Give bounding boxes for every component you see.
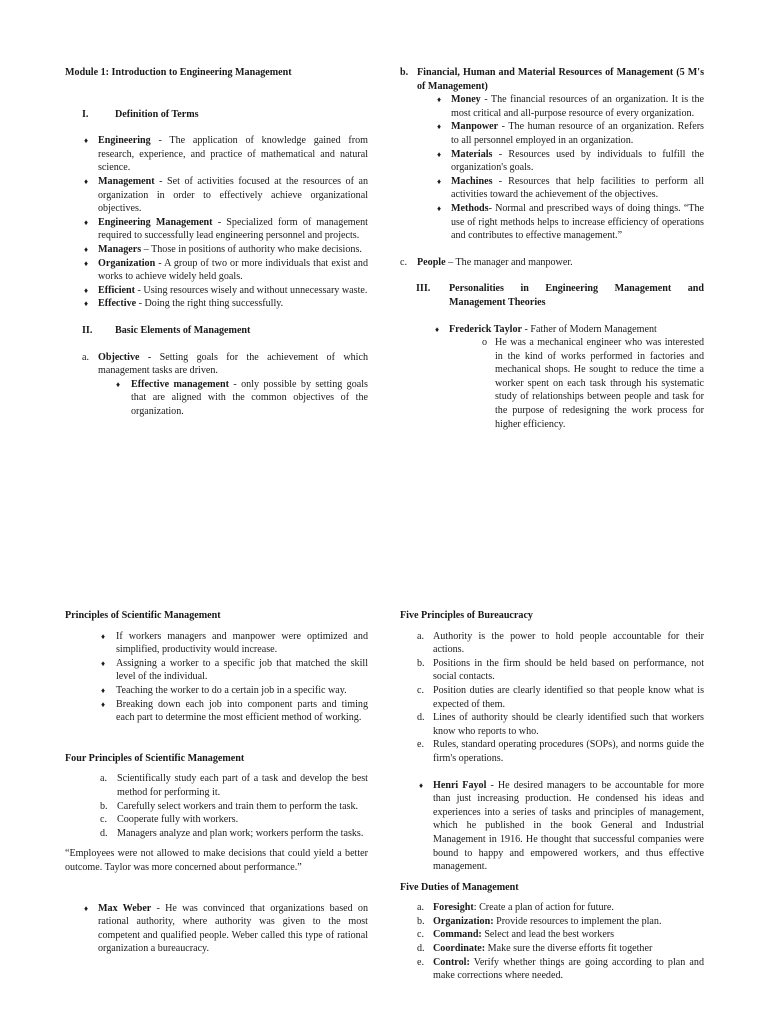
item-text: Scientifically study each part of a task and develop the best method for performing it. [117,773,368,798]
section-number: II. [82,324,93,336]
list-marker: d. [417,712,425,724]
term: Frederick Taylor [449,323,522,335]
term: Organization [98,257,156,269]
item-text: Verify whether things are going according to plan and make corrections where needed. [433,956,704,982]
column-bottom-left [65,609,368,956]
term: Objective [98,351,140,363]
resources-list [400,66,704,93]
item-text: Select and lead the best workers [481,929,615,941]
list-item [65,216,368,243]
principles-title: Principles of Scientific Management [65,610,221,621]
module-title: Module 1: Introduction to Engineering Management [65,67,292,78]
list-marker: e. [417,739,425,751]
list-marker: d. [417,943,425,955]
item-text: Provide resources to implement the plan. [493,915,662,927]
elements-list [65,351,368,378]
list-marker: e. [417,956,425,968]
fayol-list [400,779,704,874]
term: People [417,256,446,268]
column-top-right [400,66,704,431]
term: Machines [451,175,493,187]
term-text: - Set of activities focused at the resources of an organization in order to effectively achieve organizational objectives. [98,175,368,215]
section-heading [65,108,368,122]
list-item [418,93,704,120]
list-item [65,257,368,284]
section-title: Basic Elements of Management [115,324,251,336]
term: Max Weber [98,902,152,914]
list-item [400,66,704,93]
list-marker: b. [417,915,425,927]
list-item [400,657,704,684]
column-bottom-right [400,609,704,983]
item-text: Rules, standard operating procedures (SOPs), and norms guide the firm's operations. [433,739,704,764]
item-text: Carefully select workers and train them to perform the task. [117,800,359,812]
list-item [80,378,368,419]
list-item [400,684,704,711]
resources-title: Financial, Human and Material Resources of Management (5 M's of Management) [417,67,704,92]
list-item [65,351,368,378]
term: Management [98,175,155,187]
term-text: - Father of Modern Management [522,323,657,335]
list-item [65,800,368,814]
list-item: ♦ Assigning a worker to a specific job that matched the skill level of the individual. [65,657,368,684]
list-item [65,813,368,827]
term-text: – The manager and manpower. [445,256,573,268]
list-item [418,202,704,243]
list-item [65,902,368,956]
term-text: - Using resources wisely and without unnecessary waste. [135,284,368,296]
five-m-list [418,93,704,243]
term-text: - The application of knowledge gained from research, experience, and practice of mathematical and natural science. [98,135,368,174]
list-marker: c. [400,256,408,268]
item-text: Position duties are clearly identified so that people know what is expected of them. [433,684,704,710]
section-heading [65,324,368,338]
list-marker: a. [100,773,108,785]
sub-list [65,378,368,419]
term-text: - A group of two or more individuals that exist and works to achieve widely held goals. [98,257,368,283]
term-text: - He desired managers to be accountable for more than just increasing production. He condensed his ideas and experiences into a series of tasks and principles of management, which he published in the book General and Industrial Management in 1916. He thought that successful companies were bound to happy and empowered workers, and thus effective management. [433,779,704,873]
taylor-detail-list [396,336,704,431]
term: Managers [98,243,142,255]
list-marker: c. [417,684,425,696]
term: Engineering [98,135,151,147]
term-text: - The human resource of an organization. Refers to all personnel employed in an organization. [451,121,704,146]
list-item: ♦ Breaking down each job into component parts and timing each part to determine the most efficient method of working. [65,698,368,725]
section-heading [399,282,704,309]
term-text: - Doing the right thing successfully. [136,298,284,310]
item-text: Authority is the power to hold people accountable for their actions. [433,630,704,656]
list-marker: c. [100,814,108,826]
bureaucracy-list [400,630,704,766]
list-item [65,243,368,257]
section-number: I. [82,108,89,120]
list-marker: a. [82,351,90,363]
list-item [400,630,704,657]
term: Command: [433,929,482,941]
list-item [400,942,704,956]
term-text: - Resources used by individuals to fulfill the organization's goals. [451,148,704,174]
list-item [65,827,368,841]
term-text: – Those in positions of authority who make decisions. [141,243,362,255]
list-item: o He was a mechanical engineer who was interested in the kind of works performed in factories and mechanical shops. He sought to reduce the time a worker spent on each task through his systematic study of relationships between people and task for the purpose of redesigning the work process for higher efficiency. [396,336,704,431]
term-text: - Resources that help facilities to perform all activities toward the achievement of the objectives. [451,175,704,201]
list-item [418,175,704,202]
section-title: Personalities in Engineering Management and Management Theories [449,283,704,308]
column-top-left [65,66,368,418]
principles-list [65,630,368,725]
list-item [65,772,368,799]
list-item: ♦ If workers managers and manpower were optimized and simplified, productivity would increase. [65,630,368,657]
item-text: : Create a plan of action for future. [473,902,614,914]
term: Control: [433,956,470,968]
list-item [65,284,368,298]
list-item [400,901,704,915]
list-marker: b. [400,67,409,78]
term: Organization: [433,915,494,927]
list-item [418,120,704,147]
item-text: Make sure the diverse efforts fit together [485,943,653,955]
list-item [400,915,704,929]
term: Efficient [98,284,135,296]
term-text: - Setting goals for the achievement of which management tasks are driven. [98,351,368,377]
list-item [400,711,704,738]
list-item [416,323,704,337]
four-principles-list [65,772,368,840]
duties-title: Five Duties of Management [400,881,519,893]
item-text: Managers analyze and plan work; workers perform the tasks. [117,827,364,839]
term: Effective [98,298,137,310]
quote-text: “Employees were not allowed to make decisions that could yield a better outcome. Taylor was more concerned about performance.” [65,848,368,873]
duties-list [400,901,704,983]
list-item [400,779,704,874]
section-title: Definition of Terms [115,108,199,120]
personalities-list [416,323,704,337]
weber-list [65,902,368,956]
list-item [65,297,368,311]
term: Effective management [131,378,229,390]
list-marker: b. [100,800,108,812]
term-text: - He was convinced that organizations based on rational authority, where authority was given to the most competent and qualified people. Weber called this type of rational organization a bureaucracy. [98,902,368,955]
item-text: Lines of authority should be clearly identified such that workers know who reports to who. [433,712,704,737]
list-item [400,928,704,942]
list-item [400,956,704,983]
people-list [400,256,704,270]
four-principles-title: Four Principles of Scientific Management [65,752,245,764]
list-item [65,175,368,216]
list-marker: a. [417,902,425,914]
term-text: - Specialized form of management required to successfully lead engineering personnel and projects. [98,216,368,242]
list-item [65,134,368,175]
term: Foresight [433,902,474,914]
list-item [400,256,704,270]
term: Methods [451,202,489,214]
term: Engineering Management [98,216,213,228]
list-item [400,738,704,765]
term: Money [451,94,481,106]
term-text: - only possible by setting goals that are aligned with the common objectives of the organization. [131,378,368,417]
term-text: - The financial resources of an organization. It is the most critical and all-purpose resource of every organization. [451,94,704,119]
definitions-list [65,134,368,311]
list-item: ♦ Teaching the worker to do a certain job in a specific way. [65,684,368,698]
term: Henri Fayol [433,779,487,791]
list-item [418,148,704,175]
term-text: - Normal and prescribed ways of doing things. “The use of right methods helps to increase efficiency of operations and contributes to effective management.” [451,202,704,242]
term: Manpower [451,121,499,133]
list-marker: d. [100,827,108,839]
list-marker: a. [417,630,425,642]
list-marker: b. [417,657,425,669]
item-text: Positions in the firm should be held based on performance, not social contacts. [433,657,704,683]
list-marker: c. [417,929,425,941]
term: Materials [451,148,493,160]
section-number: III. [416,283,431,295]
item-text: Cooperate fully with workers. [117,814,239,826]
term: Coordinate: [433,943,486,955]
bureaucracy-title: Five Principles of Bureaucracy [400,610,533,621]
